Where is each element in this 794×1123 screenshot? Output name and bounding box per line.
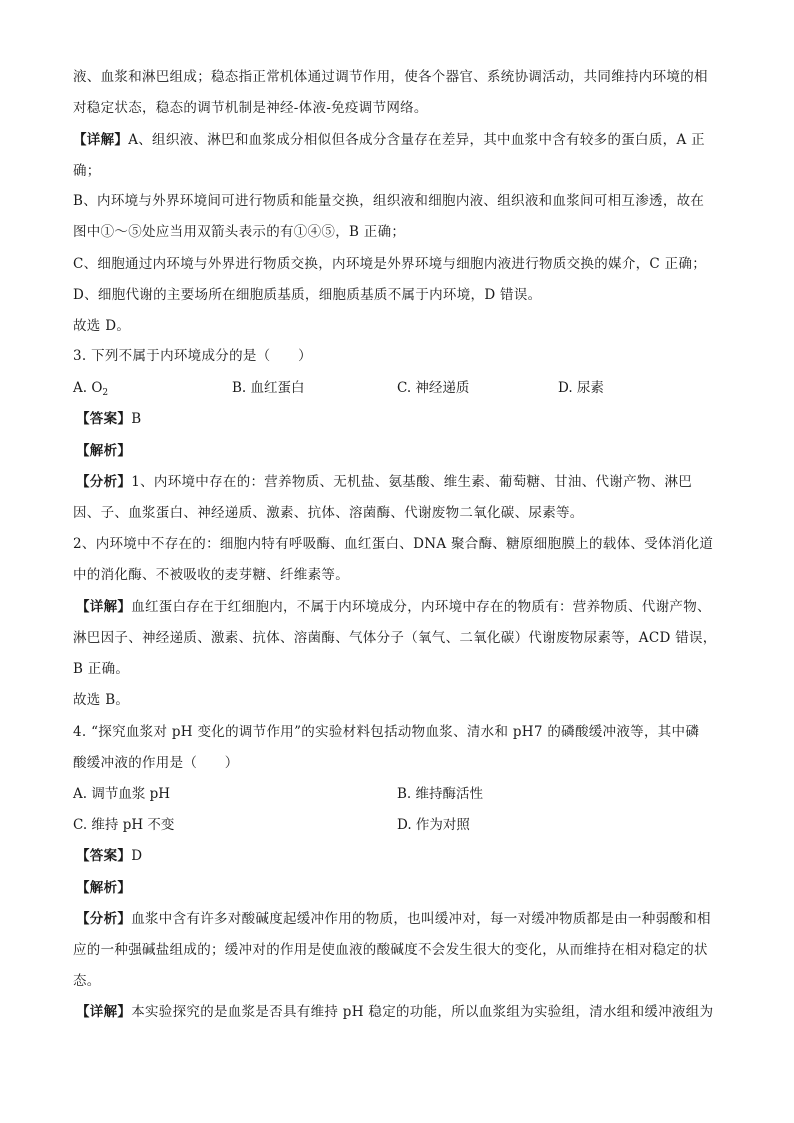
- q4-analysis-3: 态。: [73, 973, 101, 989]
- q3-detail-1: 血红蛋白存在于红细胞内，不属于内环境成分，内环境中存在的物质有：营养物质、代谢产物、: [131, 599, 711, 615]
- q4-answer-tag: 【答案】: [76, 848, 132, 864]
- intro-line-1: 液、血浆和淋巴组成；稳态指正常机体通过调节作用，使各个器官、系统协调活动，共同维持内环境的相: [73, 69, 708, 85]
- q4-stem-1: 4. “探究血浆对 pH 变化的调节作用”的实验材料包括动物血浆、清水和 pH7 的磷酸缓冲液等，其中磷: [73, 724, 700, 740]
- q3-analysis-1b: 因、子、血浆蛋白、神经递质、激素、抗体、溶菌酶、代谢废物二氧化碳、尿素等。: [73, 505, 584, 521]
- q4-analysis-2: 应的一种强碱盐组成的；缓冲对的作用是使血液的酸碱度不会发生很大的变化，从而维持在相对稳定的状: [73, 942, 708, 958]
- q4-analysis-subtag: 【分析】: [76, 911, 132, 927]
- q4-option-a: A. 调节血浆 pH: [73, 786, 171, 802]
- q4-answer-value: D: [131, 848, 143, 864]
- q2-conclusion: 故选 D。: [73, 318, 131, 334]
- q3-analysis-2b: 中的消化酶、不被吸收的麦芽糖、纤维素等。: [73, 567, 349, 583]
- q4-detail-line-1: [76, 1002, 713, 1022]
- q2-detail-tag: 【详解】: [73, 132, 129, 148]
- q3-option-a-subscript: 2: [102, 388, 109, 398]
- q3-answer-tag: 【答案】: [76, 411, 132, 427]
- q2-detail-a-text: A、组织液、淋巴和血浆成分相似但各成分含量存在差异，其中血浆中含有较多的蛋白质，A 正: [128, 132, 705, 148]
- q2-detail-a-line-1: [73, 130, 705, 150]
- q4-analysis-1: 血浆中含有许多对酸碱度起缓冲作用的物质，也叫缓冲对，每一对缓冲物质都是由一种弱酸和相: [131, 911, 711, 927]
- q3-option-c: C. 神经递质: [397, 380, 470, 396]
- q3-detail-line-1: [76, 597, 711, 617]
- q4-detail-tag: 【详解】: [76, 1004, 132, 1020]
- q2-detail-a-line-2: 确；: [73, 163, 101, 179]
- q2-detail-b-line-2: 图中①～⑤处应当用双箭头表示的有①④⑤，B 正确；: [73, 224, 406, 240]
- q3-option-b: B. 血红蛋白: [232, 380, 305, 396]
- q4-option-b: B. 维持酶活性: [397, 786, 484, 802]
- q4-analysis-tag: 【解析】: [76, 880, 132, 896]
- q2-detail-b-line-1: B、内环境与外界环境间可进行物质和能量交换，组织液和细胞内液、组织液和血浆间可相互渗透，故在: [73, 193, 705, 209]
- q3-conclusion: 故选 B。: [73, 692, 130, 708]
- q3-analysis-subtag: 【分析】: [76, 474, 132, 490]
- q3-option-d: D. 尿素: [558, 380, 604, 396]
- q3-option-a: [73, 378, 108, 403]
- q2-detail-c: C、细胞通过内环境与外界进行物质交换，内环境是外界环境与细胞内液进行物质交换的媒介，C 正确；: [73, 256, 707, 272]
- intro-line-2: 对稳定状态，稳态的调节机制是神经-体液-免疫调节网络。: [73, 100, 428, 116]
- q3-option-a-text: A. O: [73, 380, 103, 396]
- q3-answer: [76, 409, 141, 429]
- q3-answer-value: B: [131, 411, 142, 427]
- q4-option-d: D. 作为对照: [397, 817, 470, 833]
- q3-analysis-tag: 【解析】: [76, 443, 132, 459]
- q3-detail-3: B 正确。: [73, 661, 130, 677]
- q3-analysis-line-1: [76, 472, 692, 492]
- q4-analysis-line-1: [76, 909, 711, 929]
- q3-analysis-1a: 1、内环境中存在的：营养物质、无机盐、氨基酸、维生素、葡萄糖、甘油、代谢产物、淋巴: [131, 474, 693, 490]
- q3-stem: 3. 下列不属于内环境成分的是（ ）: [73, 348, 312, 364]
- q4-answer: [76, 846, 142, 866]
- q2-detail-d: D、细胞代谢的主要场所在细胞质基质，细胞质基质不属于内环境，D 错误。: [73, 287, 542, 303]
- q4-option-c: C. 维持 pH 不变: [73, 817, 175, 833]
- q3-detail-2: 淋巴因子、神经递质、激素、抗体、溶菌酶、气体分子（氧气、二氧化碳）代谢废物尿素等，ACD 错误，: [73, 630, 717, 646]
- q3-detail-tag: 【详解】: [76, 599, 132, 615]
- q3-analysis-2a: 2、内环境中不存在的：细胞内特有呼吸酶、血红蛋白、DNA 聚合酶、糖原细胞膜上的载体、受体消化道: [73, 536, 714, 552]
- q4-stem-2: 酸缓冲液的作用是（ ）: [73, 755, 239, 771]
- q4-detail-1: 本实验探究的是血浆是否具有维持 pH 稳定的功能，所以血浆组为实验组，清水组和缓冲液组为: [131, 1004, 714, 1020]
